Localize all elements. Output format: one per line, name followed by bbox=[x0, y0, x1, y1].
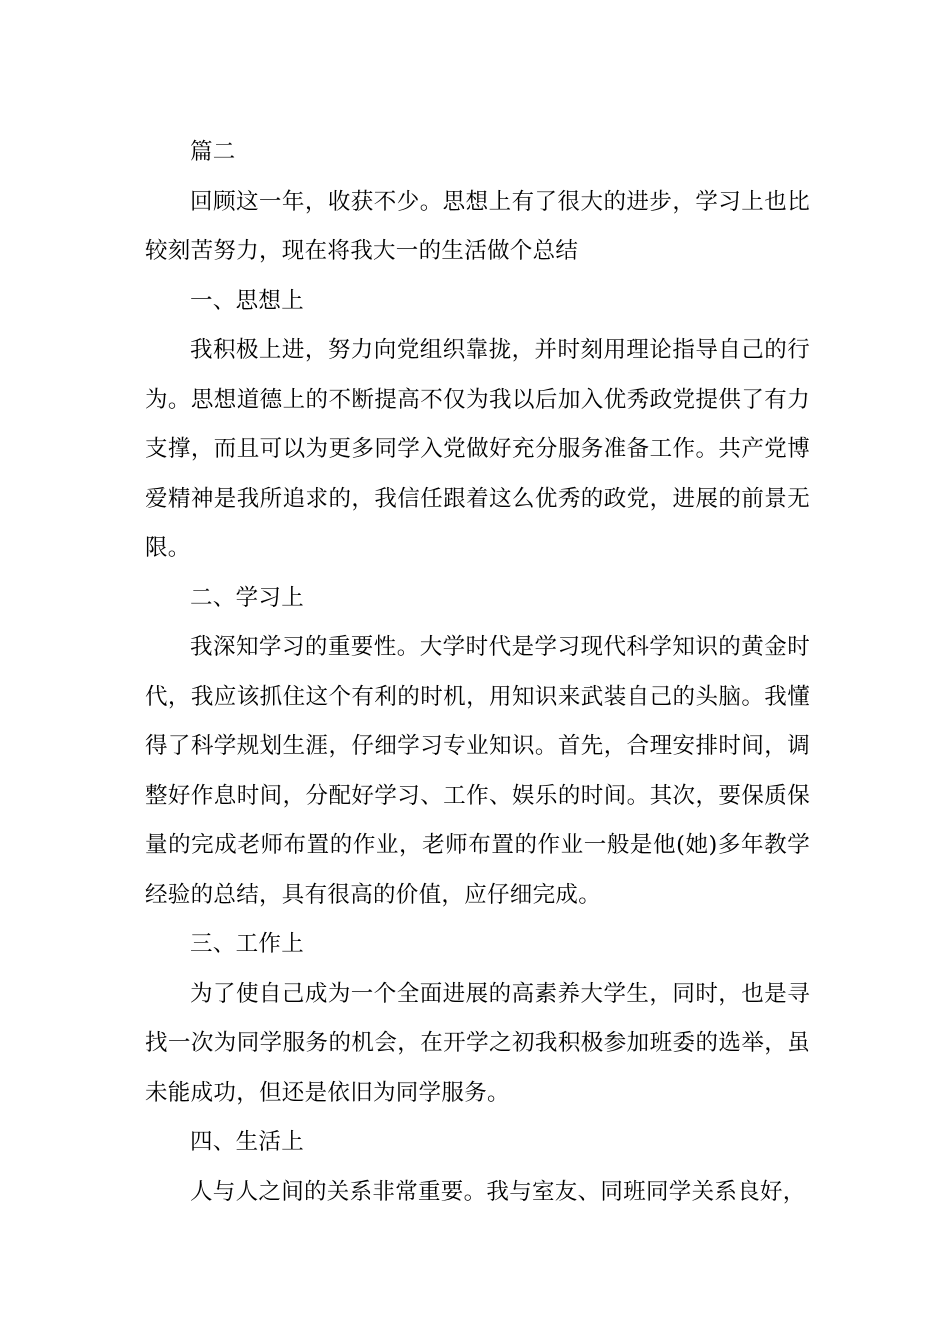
heading-work: 三、工作上 bbox=[190, 931, 305, 957]
paragraph-thought: 我积极上进，努力向党组织靠拢，并时刻用理论指导自己的行为。思想道德上的不断提高不仅为我以后加入优秀政党提供了有力支撑，而且可以为更多同学入党做好充分服务准备工作。共产党博爱精神是我所追求的，我信任跟着这么优秀的政党，进展的前景无限。 bbox=[145, 337, 810, 561]
paragraph-study: 我深知学习的重要性。大学时代是学习现代科学知识的黄金时代，我应该抓住这个有利的时机，用知识来武装自己的头脑。我懂得了科学规划生涯，仔细学习专业知识。首先，合理安排时间，调整好作息时间，分配好学习、工作、娱乐的时间。其次，要保质保量的完成老师布置的作业，老师布置的作业一般是他(她)多年教学经验的总结，具有很高的价值，应仔细完成。 bbox=[145, 634, 810, 908]
heading-thought: 一、思想上 bbox=[190, 287, 305, 314]
heading-life: 四、生活上 bbox=[190, 1129, 305, 1155]
paragraph-work: 为了使自己成为一个全面进展的高素养大学生，同时，也是寻找一次为同学服务的机会，在开学之初我积极参加班委的选举，虽未能成功，但还是依旧为同学服务。 bbox=[145, 980, 810, 1106]
heading-study: 二、学习上 bbox=[190, 584, 305, 611]
document-body bbox=[145, 128, 810, 1217]
section-title: 篇二 bbox=[190, 139, 236, 165]
paragraph-life: 人与人之间的关系非常重要。我与室友、同班同学关系良好， bbox=[190, 1178, 806, 1205]
intro-paragraph: 回顾这一年，收获不少。思想上有了很大的进步，学习上也比较刻苦努力，现在将我大一的生活做个总结 bbox=[145, 188, 810, 264]
